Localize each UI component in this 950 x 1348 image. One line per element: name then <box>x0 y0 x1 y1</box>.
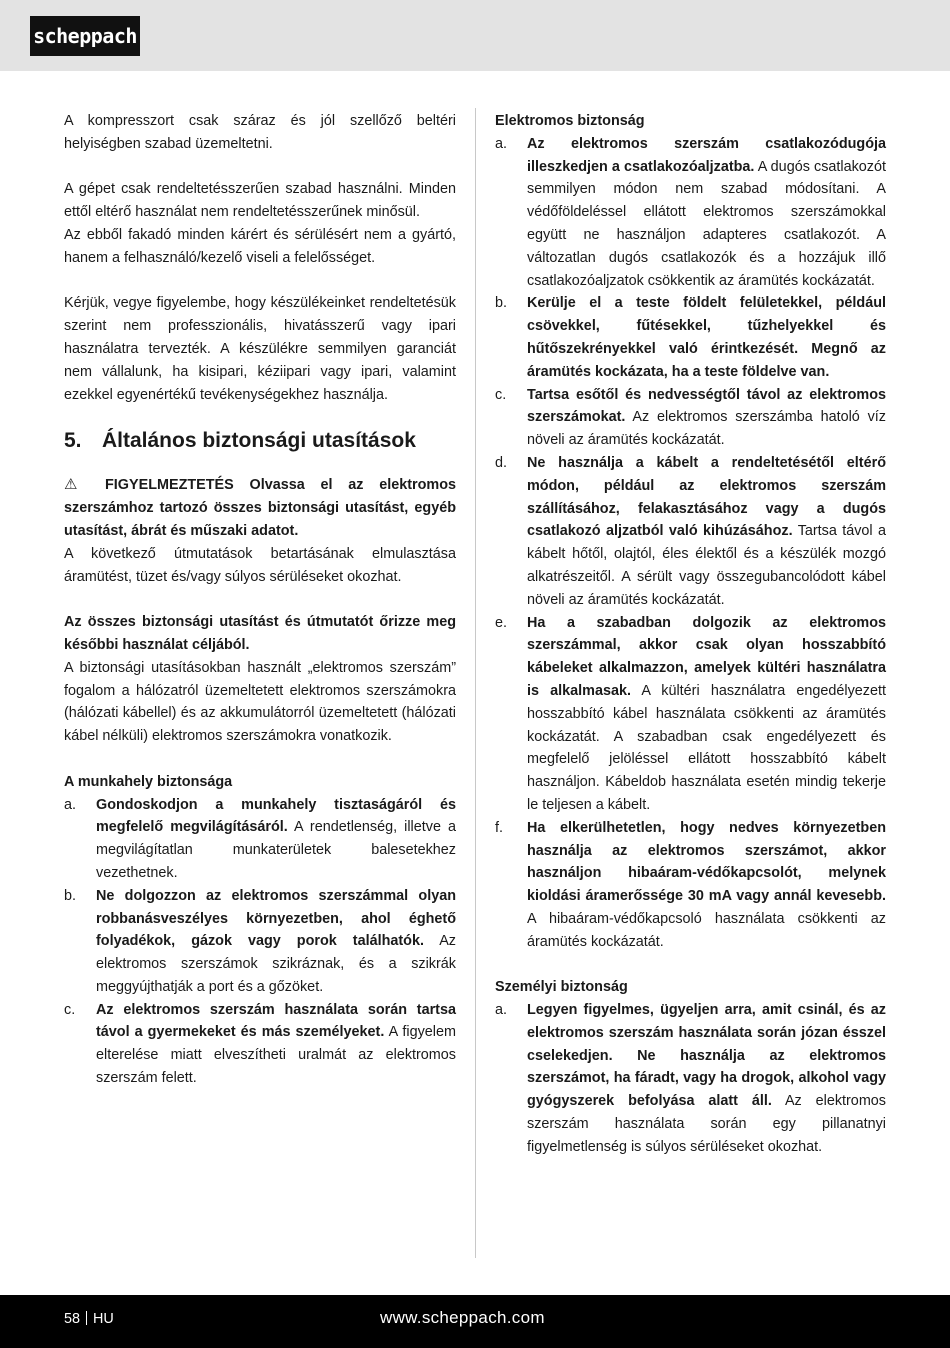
list-item-bold: Ne használja a kábelt a rendeltetésétől eltérő módon, például az elektromos szerszám szállításához, felakasztásához vagy a dugós csatlakozó aljzatból való kihúzásához. <box>527 454 886 540</box>
list-item-bold: Az elektromos szerszám csatlakozódugója illeszkedjen a csatlakozóaljzatba. <box>527 135 886 175</box>
warning-bold-text: FIGYELMEZTETÉS Olvassa el az elektromos szerszámhoz tartozó összes biztonsági utasítást, egyéb utasítást, ábrát és műszaki adatot. <box>64 477 457 539</box>
list-item-text: A figyelem elterelése miatt elveszítheti uralmát az elektromos szerszám felett. <box>96 1024 456 1087</box>
list-letter: a. <box>495 135 508 152</box>
list-item <box>64 999 456 1090</box>
list-item <box>495 384 886 452</box>
warning-text: A következő útmutatások betartásának elmulasztása áramütést, tüzet és/vagy súlyos sérüléseket okozhat. <box>64 545 456 585</box>
warning-triangle-icon: ⚠ <box>64 476 90 494</box>
list-item <box>495 292 886 383</box>
list-item-text: A dugós csatlakozót semmilyen módon nem szabad módosítani. A védőföldeléssel ellátott elektromos szerszámokkal együtt ne használjon adapteres csatlakozót. A változatlan dugós csatlakozók és a hozzájuk illő csatlakozóaljzatok csökkentik az áramütés kockázatát. <box>527 158 887 289</box>
section-heading <box>64 427 456 455</box>
section-title: Általános biztonsági utasítások <box>102 429 416 453</box>
list-letter: b. <box>495 295 508 312</box>
paragraph-intended-use: A gépet csak rendeltetésszerűen szabad használni. Minden ettől eltérő használat nem rendeltetésszerűnek minősül. <box>64 181 456 221</box>
list-item-text: A rendetlenség, illetve a megvilágítatlan munkaterületek balesetekhez vezethetnek. <box>96 819 456 881</box>
list-item <box>495 612 886 817</box>
work-area-list <box>64 794 456 1090</box>
list-item-bold: Legyen figyelmes, ügyeljen arra, amit csinál, és az elektromos szerszám használata során józan ésszel cselekedjen. Ne használja az elektromos szerszámot, ha fáradt, vagy ha drogok, alkohol vagy gyógyszerek befolyása alatt áll. <box>527 1002 886 1110</box>
list-item-text: Az elektromos szerszám használata során egy pillanatnyi figyelmetlenség is súlyos sérüléseket okozhat. <box>527 1093 886 1155</box>
list-item-text: Az elektromos szerszámba hatoló víz növeli az áramütés kockázatát. <box>527 409 886 449</box>
list-item-bold: Az elektromos szerszám használata során tartsa távol a gyermekeket és más személyeket. <box>96 1001 456 1041</box>
list-item-text: Tartsa távol a kábelt hőtől, olajtól, éles élektől és a készülék mozgó alkatrészeitől. A sérült vagy összegubancolódott kábel növeli az áramütés kockázatát. <box>527 523 886 608</box>
list-item-text: A hibaáram-védőkapcsoló használata csökkenti az áramütés kockázatát. <box>527 910 886 950</box>
list-item-bold: Kerülje el a teste földelt felületekkel, például csövekkel, fűtésekkel, tűzhelyekkel és hűtőszekrényekkel való érintkezését. Megnő az áramütés kockázata, ha a teste földelve van. <box>527 295 886 380</box>
list-letter: a. <box>495 1002 508 1019</box>
list-letter: f. <box>495 819 503 836</box>
warning-block <box>64 474 456 542</box>
list-item-bold: Ha elkerülhetetlen, hogy nedves környezetben használja az elektromos szerszámot, akkor használjon hibaáram-védőkapcsolót, melynek kioldási áramerőssége 30 mA vagy annál kevesebb. <box>527 819 886 905</box>
list-item <box>495 133 886 293</box>
list-item <box>495 817 886 954</box>
list-item-bold: Tartsa esőtől és nedvességtől távol az elektromos szerszámokat. <box>527 386 886 426</box>
list-letter: c. <box>495 386 507 403</box>
work-area-heading: A munkahely biztonsága <box>64 773 233 790</box>
paragraph-indoor-use: A kompresszort csak száraz és jól szellőző beltéri helyiségben szabad üzemeltetni. <box>64 113 456 152</box>
list-item-bold: Ne dolgozzon az elektromos szerszámmal olyan robbanásveszélyes környezetben, ahol éghető folyadékok, gázok vagy porok találhatók. <box>96 887 456 950</box>
keep-instructions-heading: Az összes biztonsági utasítást és útmutatót őrizze meg későbbi használat céljából. <box>64 614 456 653</box>
power-tool-definition: A biztonsági utasításokban használt „elektromos szerszám” fogalom a hálózatról üzemeltetett elektromos szerszámokra (hálózati kábellel) és az akkumulátorról üzemeltetett (hálózati kábel nélküli) elektromos szerszámokra vonatkozik. <box>64 659 456 745</box>
list-letter: d. <box>495 454 508 471</box>
list-letter: e. <box>495 614 508 631</box>
list-item <box>64 794 456 885</box>
language-code: HU <box>93 1311 114 1327</box>
list-item-bold: Gondoskodjon a munkahely tisztaságáról és megfelelő megvilágításáról. <box>96 796 456 836</box>
list-letter: c. <box>64 1001 76 1018</box>
list-letter: a. <box>64 796 77 813</box>
section-number: 5. <box>64 429 82 453</box>
page-number-block <box>64 1311 114 1327</box>
right-column <box>495 110 886 1159</box>
list-item <box>64 885 456 999</box>
page-number: 58 <box>64 1311 81 1327</box>
scheppach-logo: scheppach <box>30 16 140 56</box>
column-divider <box>475 108 476 1258</box>
list-item-text: A kültéri használatra engedélyezett hosszabbító kábel használata csökkenti az áramütés kockázatát. A szabadban csak engedélyezett és megfelelő jelöléssel ellátott hosszabbító kábelt használjon. Kábeldob használata esetén mindig tekerje le teljesen a kábelt. <box>527 682 886 813</box>
page-footer <box>0 1295 950 1348</box>
website-url[interactable]: www.scheppach.com <box>380 1308 545 1327</box>
personal-safety-heading: Személyi biztonság <box>495 979 628 996</box>
list-item-bold: Ha a szabadban dolgozik az elektromos szerszámmal, akkor csak olyan hosszabbító kábeleket alkalmazzon, amelyek kültéri használatra is alkalmasak. <box>527 614 886 699</box>
electrical-safety-list <box>495 133 886 954</box>
paragraph-liability: Az ebből fakadó minden kárért és sérülésért nem a gyártó, hanem a felhasználó/kezelő viseli a felelősséget. <box>64 226 456 266</box>
list-item <box>495 999 886 1159</box>
left-column <box>64 110 456 1090</box>
page-header <box>0 0 950 71</box>
footer-separator <box>86 1311 87 1325</box>
list-item-text: Az elektromos szerszámok szikráznak, és a szikrák meggyújthatják a port és a gőzöket. <box>96 933 457 995</box>
electrical-safety-heading: Elektromos biztonság <box>495 113 645 129</box>
list-item <box>495 452 886 612</box>
personal-safety-list <box>495 999 886 1159</box>
paragraph-warranty: Kérjük, vegye figyelembe, hogy készülékeinket rendeltetésük szerint nem professzionális, hivatásszerű vagy ipari használatra tervezték. A készülékre semmilyen garanciát nem vállalunk, ha kisipari, kéziipari vagy ipari, valamint ezekkel egyenértékű tevékenységekhez használja. <box>64 295 456 403</box>
list-letter: b. <box>64 887 77 904</box>
